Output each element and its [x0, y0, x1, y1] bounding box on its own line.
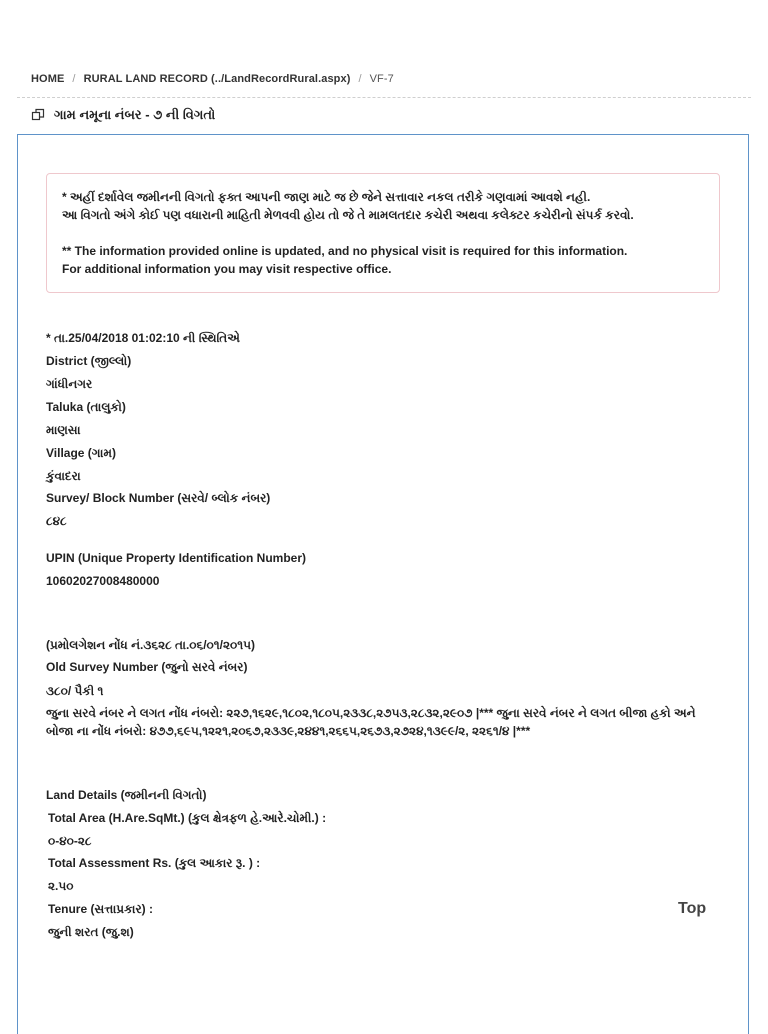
total-assessment-value: ૨.૫૦: [48, 879, 74, 893]
notice-gujarati-line-2: આ વિગતો અંગે કોઈ પણ વધારાની માહિતી મેળવવી હોય તો જે તે મામલતદાર કચેરી અથવા કલેક્ટર કચેરીનો સંપર્ક કરવો.: [62, 208, 634, 222]
old-survey-entries: જુના સરવે નંબર ને લગત નોંધ નંબરો: ૨૨૭,૧૬૨૯,૧૮૦૨,૧૮૦૫,૨૩૩૮,૨૭૫૩,૨૮૩૨,૨૯૦૭ |*** જુના સરવે નંબર ને લગત બીજા હકો અને બોજા ના નોંધ નંબરો: ૪૭૭,૬૯૫,૧૨૨૧,૨૦૬૭,૨૩૩૯,૨૪૪૧,૨૬૬૫,૨૬૭૩,૨૭૨૪,૧૩૯૯/૨, ૨૨૬૧/૪ |***: [46, 706, 696, 738]
disclaimer-notice: [46, 173, 720, 293]
page-title-row: [31, 107, 215, 123]
promulgation-note: (પ્રમોલગેશન નોંધ નં.૩૬૨૮ તા.૦૬/૦૧/૨૦૧૫): [46, 638, 256, 652]
breadcrumb-separator: /: [358, 73, 362, 85]
district-label: District (જીલ્લો): [46, 354, 132, 368]
notice-english-line-1: ** The information provided online is updated, and no physical visit is required for this information.: [62, 244, 628, 258]
taluka-value: માણસા: [46, 423, 81, 437]
record-status: * તા.25/04/2018 01:02:10 ની સ્થિતિએ: [46, 331, 240, 345]
copy-icon: [31, 108, 45, 122]
breadcrumb-rural-land-record-link[interactable]: RURAL LAND RECORD (../LandRecordRural.aspx): [83, 73, 351, 85]
upin-label: UPIN (Unique Property Identification Number): [46, 551, 307, 565]
back-to-top-link[interactable]: Top: [678, 900, 707, 917]
survey-number-value: ૮૪૮: [46, 514, 67, 528]
breadcrumb-separator: /: [72, 73, 76, 85]
land-details-heading: Land Details (જમીનની વિગતો): [46, 788, 207, 802]
breadcrumb: [31, 73, 751, 85]
page-title: ગામ નમૂના નંબર - ૭ ની વિગતો: [54, 107, 216, 122]
district-value: ગાંધીનગર: [46, 377, 93, 391]
old-survey-label: Old Survey Number (જુનો સરવે નંબર): [46, 660, 248, 674]
old-survey-value: ૩૮૦/ પૈકી ૧: [46, 684, 104, 698]
taluka-label: Taluka (તાલુકો): [46, 400, 126, 414]
upin-value: 10602027008480000: [46, 574, 160, 588]
breadcrumb-divider: [17, 97, 751, 98]
notice-gujarati-line-1: * અહીં દર્શાવેલ જમીનની વિગતો ફક્ત આપની જાણ માટે જ છે જેને સત્તાવાર નકલ તરીકે ગણવામાં આવશે નહી.: [62, 190, 591, 204]
tenure-label: Tenure (સત્તાપ્રકાર) :: [48, 902, 154, 916]
village-value: કુંવાદરા: [46, 469, 81, 483]
breadcrumb-home-link[interactable]: HOME: [31, 73, 65, 85]
tenure-value: જુની શરત (જુ.શ): [48, 925, 134, 939]
total-area-label: Total Area (H.Are.SqMt.) (કુલ ક્ષેત્રફળ હે.આરે.ચોમી.) :: [48, 811, 327, 825]
village-label: Village (ગામ): [46, 446, 116, 460]
notice-english-line-2: For additional information you may visit respective office.: [62, 262, 392, 276]
survey-number-label: Survey/ Block Number (સરવે/ બ્લોક નંબર): [46, 491, 271, 505]
total-area-value: ૦-૪૦-૨૮: [48, 834, 92, 848]
total-assessment-label: Total Assessment Rs. (કુલ આકાર રૂ. ) :: [48, 856, 261, 870]
breadcrumb-current: VF-7: [369, 73, 394, 85]
